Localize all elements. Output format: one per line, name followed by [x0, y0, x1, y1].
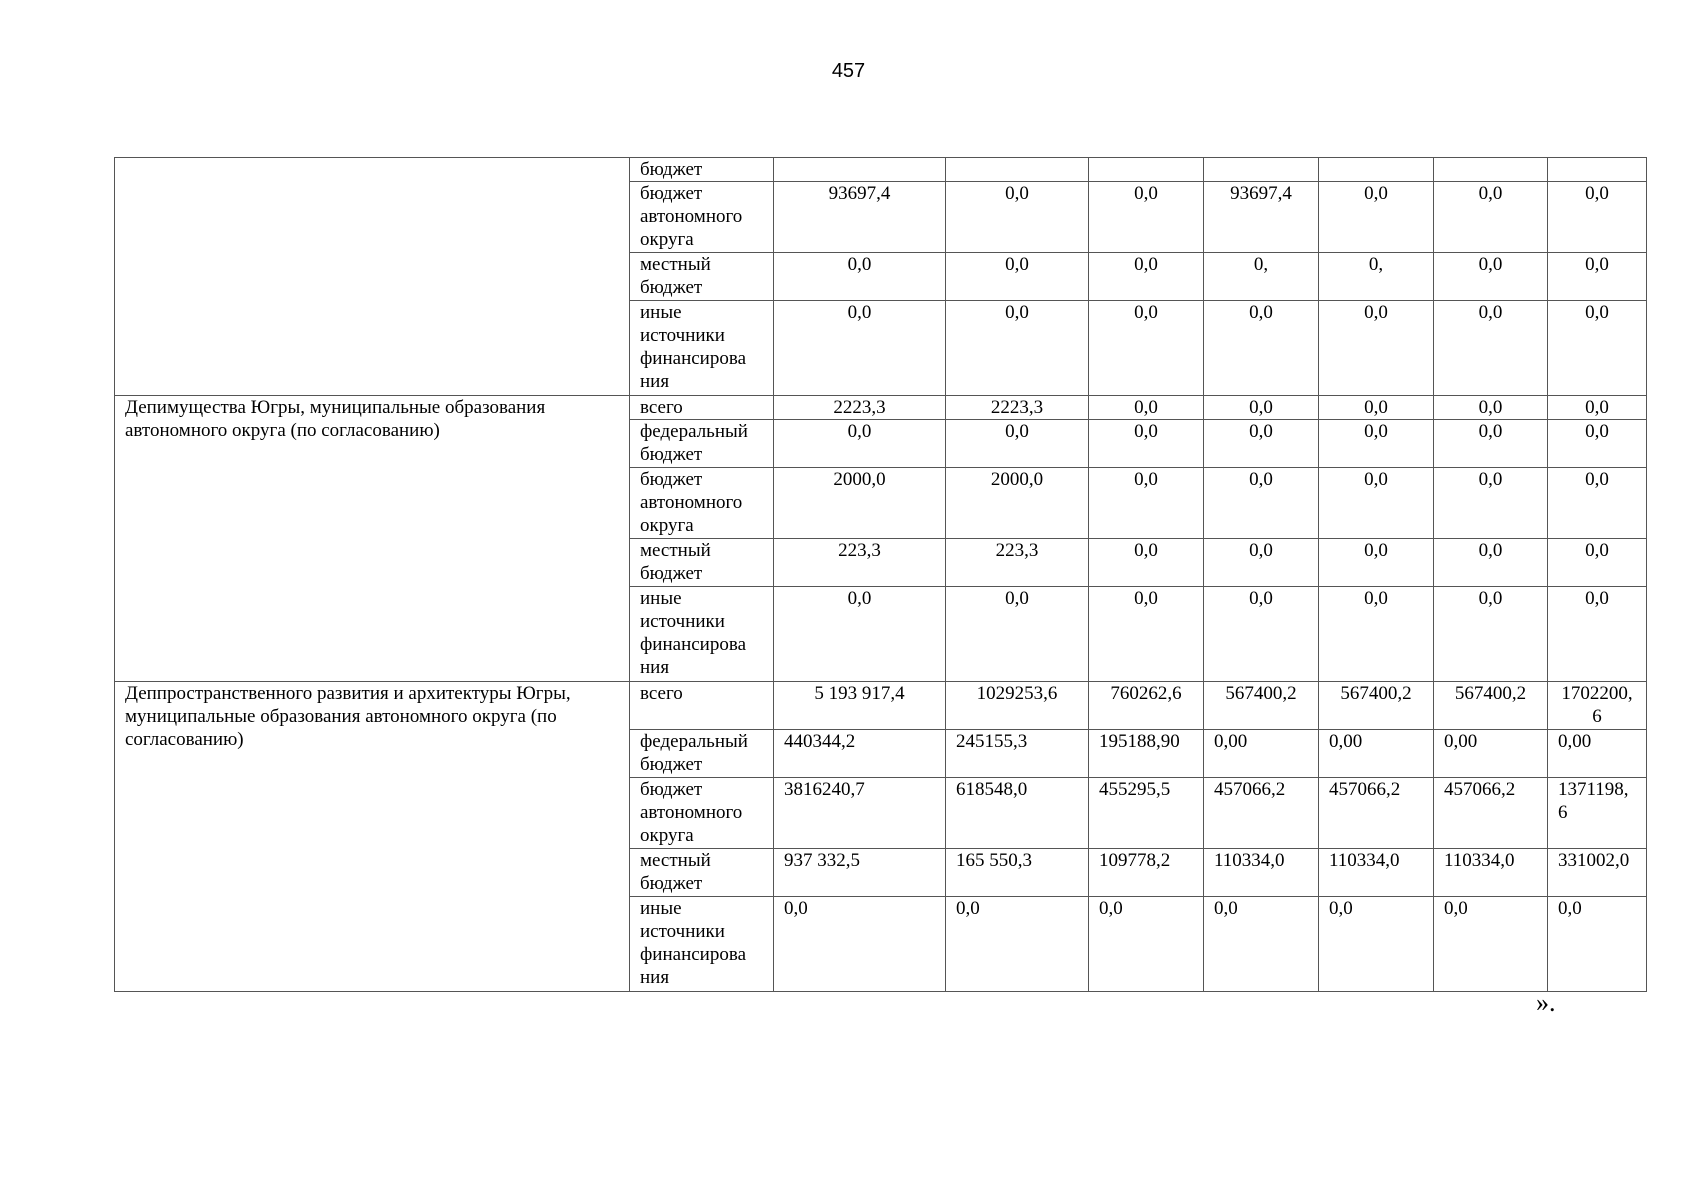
funding-source-cell: иные источники финансирова ния [630, 301, 774, 396]
amount-cell: 0,0 [1434, 301, 1548, 396]
amount-cell: 0,0 [1434, 539, 1548, 587]
amount-cell: 2223,3 [774, 396, 946, 420]
amount-cell: 0,0 [1548, 897, 1647, 992]
amount-cell: 0,0 [1089, 301, 1204, 396]
funding-source-cell: бюджет автономного округа [630, 778, 774, 849]
page-number: 457 [831, 60, 866, 82]
executor-cell: Деппространственного развития и архитектуры Югры, муниципальные образования автономного округа (по согласованию) [115, 682, 630, 992]
funding-source-cell: федеральный бюджет [630, 730, 774, 778]
amount-cell: 455295,5 [1089, 778, 1204, 849]
amount-cell: 0,0 [774, 587, 946, 682]
amount-cell: 2000,0 [774, 468, 946, 539]
amount-cell: 109778,2 [1089, 849, 1204, 897]
amount-cell: 331002,0 [1548, 849, 1647, 897]
amount-cell: 110334,0 [1319, 849, 1434, 897]
amount-cell: 0,0 [1204, 539, 1319, 587]
amount-cell: 760262,6 [1089, 682, 1204, 730]
table-row [115, 158, 1647, 182]
table-row [115, 396, 1647, 420]
amount-cell: 937 332,5 [774, 849, 946, 897]
amount-cell: 0,0 [1089, 468, 1204, 539]
amount-cell: 2223,3 [946, 396, 1089, 420]
amount-cell: 0,0 [1204, 301, 1319, 396]
amount-cell: 0, [1319, 253, 1434, 301]
amount-cell: 0,0 [1548, 396, 1647, 420]
funding-source-cell: бюджет автономного округа [630, 182, 774, 253]
amount-cell: 2000,0 [946, 468, 1089, 539]
amount-cell: 440344,2 [774, 730, 946, 778]
funding-table [114, 157, 1647, 992]
executor-cell [115, 158, 630, 396]
amount-cell: 0,0 [1434, 253, 1548, 301]
amount-cell: 0,0 [1204, 420, 1319, 468]
funding-source-cell: местный бюджет [630, 253, 774, 301]
amount-cell: 0,0 [1434, 468, 1548, 539]
amount-cell: 0,0 [774, 253, 946, 301]
amount-cell: 0,0 [1319, 301, 1434, 396]
amount-cell: 457066,2 [1319, 778, 1434, 849]
amount-cell: 0,0 [1319, 468, 1434, 539]
amount-cell: 0,00 [1434, 730, 1548, 778]
amount-cell: 0,0 [1089, 182, 1204, 253]
amount-cell: 0,0 [946, 301, 1089, 396]
amount-cell: 110334,0 [1204, 849, 1319, 897]
amount-cell: 0,0 [1089, 420, 1204, 468]
amount-cell: 0,0 [946, 587, 1089, 682]
amount-cell: 0,0 [1548, 253, 1647, 301]
funding-source-cell: всего [630, 396, 774, 420]
funding-source-cell: иные источники финансирова ния [630, 587, 774, 682]
funding-source-cell: бюджет автономного округа [630, 468, 774, 539]
amount-cell: 1029253,6 [946, 682, 1089, 730]
funding-source-cell: местный бюджет [630, 849, 774, 897]
amount-cell: 0,0 [1319, 587, 1434, 682]
executor-cell: Депимущества Югры, муниципальные образования автономного округа (по согласованию) [115, 396, 630, 682]
amount-cell: 223,3 [774, 539, 946, 587]
amount-cell: 0,0 [1319, 396, 1434, 420]
table-row [115, 682, 1647, 730]
amount-cell: 457066,2 [1434, 778, 1548, 849]
amount-cell: 0,0 [1548, 587, 1647, 682]
funding-source-cell: всего [630, 682, 774, 730]
amount-cell [1548, 158, 1647, 182]
amount-cell: 5 193 917,4 [774, 682, 946, 730]
amount-cell: 0,0 [1548, 182, 1647, 253]
amount-cell: 0,0 [1089, 587, 1204, 682]
amount-cell: 0,0 [1434, 587, 1548, 682]
amount-cell: 0,0 [1548, 420, 1647, 468]
amount-cell [1204, 158, 1319, 182]
amount-cell: 0, [1204, 253, 1319, 301]
amount-cell: 0,0 [1434, 396, 1548, 420]
amount-cell: 567400,2 [1204, 682, 1319, 730]
amount-cell: 223,3 [946, 539, 1089, 587]
amount-cell: 0,0 [1319, 539, 1434, 587]
amount-cell: 0,0 [946, 182, 1089, 253]
closing-quote: ». [1536, 988, 1556, 1017]
amount-cell: 0,0 [1204, 396, 1319, 420]
amount-cell: 567400,2 [1434, 682, 1548, 730]
funding-source-cell: бюджет [630, 158, 774, 182]
amount-cell: 245155,3 [946, 730, 1089, 778]
amount-cell: 0,0 [1319, 420, 1434, 468]
amount-cell: 0,0 [1548, 468, 1647, 539]
amount-cell: 3816240,7 [774, 778, 946, 849]
amount-cell: 0,0 [946, 420, 1089, 468]
amount-cell: 1702200, 6 [1548, 682, 1647, 730]
amount-cell: 567400,2 [1319, 682, 1434, 730]
amount-cell: 0,0 [1089, 253, 1204, 301]
amount-cell: 0,0 [1319, 897, 1434, 992]
amount-cell [1089, 158, 1204, 182]
amount-cell: 0,0 [1548, 301, 1647, 396]
amount-cell: 0,0 [1204, 897, 1319, 992]
amount-cell: 0,0 [1319, 182, 1434, 253]
amount-cell: 0,0 [1089, 539, 1204, 587]
funding-source-cell: иные источники финансирова ния [630, 897, 774, 992]
amount-cell: 0,0 [774, 301, 946, 396]
amount-cell: 0,0 [1089, 396, 1204, 420]
amount-cell: 0,00 [1548, 730, 1647, 778]
funding-source-cell: федеральный бюджет [630, 420, 774, 468]
amount-cell: 195188,90 [1089, 730, 1204, 778]
amount-cell: 0,0 [1434, 897, 1548, 992]
amount-cell: 0,0 [774, 420, 946, 468]
amount-cell: 0,00 [1204, 730, 1319, 778]
amount-cell: 0,0 [1089, 897, 1204, 992]
amount-cell: 0,0 [774, 897, 946, 992]
amount-cell: 0,00 [1319, 730, 1434, 778]
amount-cell: 0,0 [1434, 182, 1548, 253]
amount-cell [1434, 158, 1548, 182]
amount-cell: 1371198, 6 [1548, 778, 1647, 849]
amount-cell: 0,0 [1548, 539, 1647, 587]
amount-cell: 110334,0 [1434, 849, 1548, 897]
amount-cell [946, 158, 1089, 182]
amount-cell: 93697,4 [1204, 182, 1319, 253]
amount-cell: 0,0 [1434, 420, 1548, 468]
funding-source-cell: местный бюджет [630, 539, 774, 587]
amount-cell: 618548,0 [946, 778, 1089, 849]
amount-cell: 165 550,3 [946, 849, 1089, 897]
amount-cell: 93697,4 [774, 182, 946, 253]
amount-cell: 0,0 [1204, 587, 1319, 682]
amount-cell: 0,0 [946, 253, 1089, 301]
amount-cell [1319, 158, 1434, 182]
amount-cell: 0,0 [1204, 468, 1319, 539]
amount-cell: 457066,2 [1204, 778, 1319, 849]
amount-cell: 0,0 [946, 897, 1089, 992]
amount-cell [774, 158, 946, 182]
